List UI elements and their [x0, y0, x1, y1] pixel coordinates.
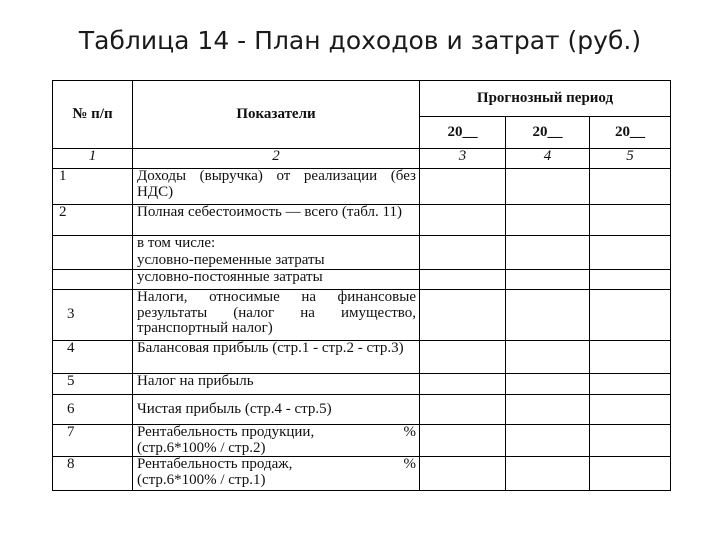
table-row [53, 270, 671, 290]
row-indicator: Доходы (выручка) от реализации (без НДС) [133, 169, 420, 205]
header-forecast-period: Прогнозный период [420, 81, 671, 117]
row-num: 6 [53, 395, 133, 425]
header-year-3: 20__ [590, 117, 671, 149]
table-row [53, 169, 671, 205]
row-num: 1 [53, 169, 133, 205]
row-num [53, 236, 133, 253]
col-number-1: 1 [53, 149, 133, 169]
row-num: 4 [53, 341, 133, 374]
header-num: № п/п [53, 81, 133, 149]
row-indicator-label: Рентабельность продаж, [137, 456, 293, 472]
row-indicator: Полная себестоимость — всего (табл. 11) [133, 205, 420, 236]
row-indicator: Чистая прибыль (стр.4 - стр.5) [133, 395, 420, 425]
table-row [53, 374, 671, 395]
row-indicator-unit: % [403, 456, 416, 472]
row-indicator: Балансовая прибыль (стр.1 - стр.2 - стр.3) [133, 341, 420, 374]
row-indicator-label: Рентабельность продукции, [137, 424, 315, 440]
col-number-5: 5 [590, 149, 671, 169]
row-indicator-formula: (стр.6*100% / стр.2) [137, 439, 266, 456]
table-row [53, 395, 671, 425]
income-expense-table [52, 80, 671, 491]
header-indicators: Показатели [133, 81, 420, 149]
row-num: 3 [53, 290, 133, 341]
col-number-2: 2 [133, 149, 420, 169]
row-num: 8 [53, 457, 133, 491]
row-num: 7 [53, 425, 133, 457]
row-indicator [133, 425, 420, 457]
row-num [53, 253, 133, 270]
row-indicator: Налоги, относимые на финансовые результаты (налог на имущество, транспортный налог) [133, 290, 420, 341]
table-row [53, 253, 671, 270]
slide-title: Таблица 14 - План доходов и затрат (руб.) [78, 26, 642, 55]
table-row [53, 205, 671, 236]
table-row [53, 457, 671, 491]
header-year-2: 20__ [506, 117, 590, 149]
table-row [53, 425, 671, 457]
row-indicator: в том числе: [133, 236, 420, 253]
row-indicator [133, 457, 420, 491]
table-row [53, 341, 671, 374]
row-num: 2 [53, 205, 133, 236]
row-num [53, 270, 133, 290]
row-indicator: Налог на прибыль [133, 374, 420, 395]
table-row [53, 290, 671, 341]
col-number-3: 3 [420, 149, 506, 169]
row-indicator: условно-постоянные затраты [133, 270, 420, 290]
row-indicator-formula: (стр.6*100% / стр.1) [137, 471, 266, 488]
table-row [53, 236, 671, 253]
row-num: 5 [53, 374, 133, 395]
row-indicator-unit: % [403, 424, 416, 440]
col-number-4: 4 [506, 149, 590, 169]
header-year-1: 20__ [420, 117, 506, 149]
row-indicator: условно-переменные затраты [133, 253, 420, 270]
